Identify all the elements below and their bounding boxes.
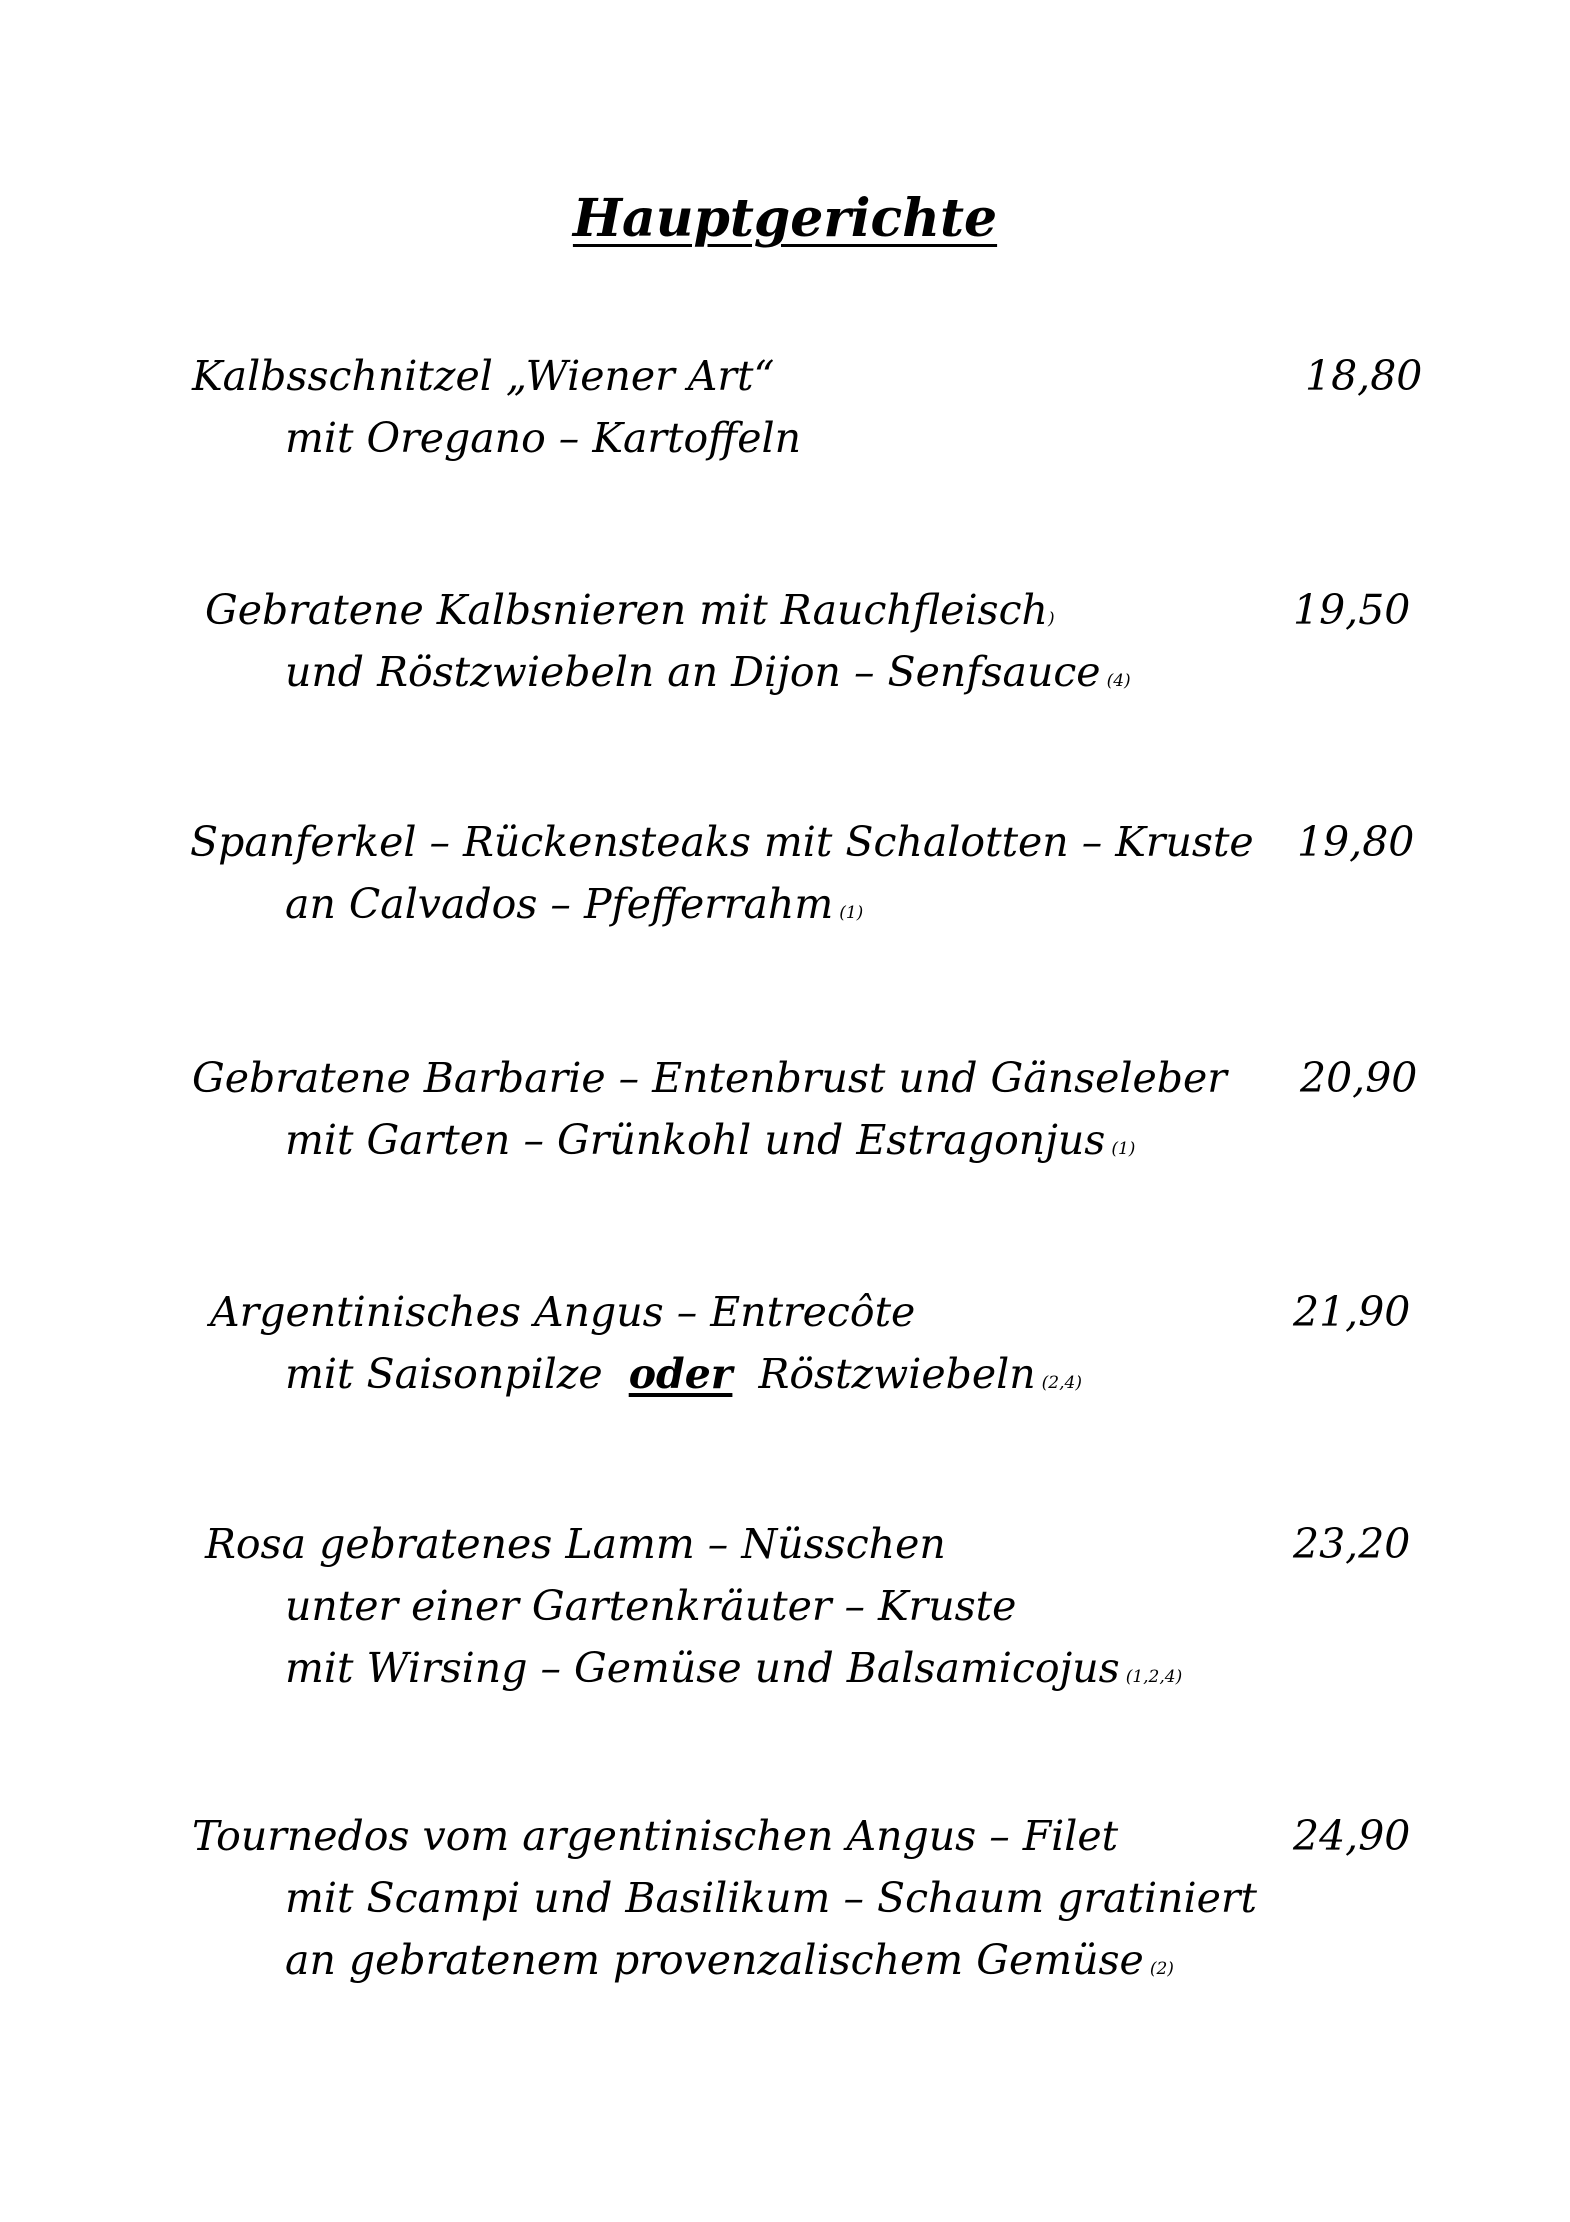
dish-price: 18,80	[1305, 352, 1423, 400]
dish-description-text: Röstzwiebeln	[758, 1350, 1036, 1398]
dish-description	[285, 1934, 1174, 1995]
dish-name: Tournedos vom argentinischen Angus – Filet	[192, 1812, 1119, 1860]
dish-description	[285, 1114, 1135, 1175]
dish-price: 23,20	[1293, 1520, 1411, 1568]
or-emphasis: oder	[628, 1350, 733, 1398]
dish-description: unter einer Gartenkräuter – Kruste	[285, 1582, 1017, 1630]
dish-name: Gebratene Barbarie – Entenbrust und Gänseleber	[192, 1054, 1227, 1102]
dish-description-text: an Calvados – Pfefferrahm	[285, 880, 834, 928]
dish-price: 19,50	[1293, 586, 1411, 634]
dish-description	[285, 646, 1131, 707]
allergen-note: (1,2,4)	[1125, 1667, 1183, 1687]
dish-name: Rosa gebratenes Lamm – Nüsschen	[205, 1520, 946, 1568]
dish-price: 24,90	[1293, 1812, 1411, 1860]
dish-description-text: mit Saisonpilze	[285, 1350, 603, 1398]
page-title: Hauptgerichte	[572, 188, 998, 249]
allergen-note: (4)	[1106, 671, 1131, 691]
allergen-note: (1)	[1111, 1139, 1136, 1159]
allergen-note: (2,4)	[1041, 1373, 1082, 1393]
dish-name: Kalbsschnitzel „Wiener Art“	[192, 352, 775, 400]
dish-description-text: und Röstzwiebeln an Dijon – Senfsauce	[285, 648, 1101, 696]
dish-price: 19,80	[1297, 818, 1415, 866]
dish-description-text: mit Wirsing – Gemüse und Balsamicojus	[285, 1644, 1120, 1692]
dish-price: 20,90	[1300, 1054, 1418, 1102]
dish-description: mit Oregano – Kartoffeln	[285, 414, 801, 462]
dish-name: Spanferkel – Rückensteaks mit Schalotten – Kruste	[190, 818, 1254, 866]
dish-description: mit Scampi und Basilikum – Schaum gratiniert	[285, 1874, 1257, 1922]
allergen-note: (1)	[839, 903, 864, 923]
dish-description-text: mit Garten – Grünkohl und Estragonjus	[285, 1116, 1106, 1164]
allergen-note: (2)	[1149, 1959, 1174, 1979]
dish-price: 21,90	[1293, 1288, 1411, 1336]
dish-name	[205, 584, 1055, 645]
allergen-note: )	[1047, 609, 1055, 629]
dish-description-text: an gebratenem provenzalischem Gemüse	[285, 1936, 1144, 1984]
dish-description	[285, 1642, 1182, 1703]
dish-name-text: Gebratene Kalbsnieren mit Rauchfleisch	[205, 586, 1048, 634]
dish-description	[285, 878, 863, 939]
dish-name: Argentinisches Angus – Entrecôte	[210, 1288, 916, 1336]
dish-description	[285, 1348, 1082, 1409]
